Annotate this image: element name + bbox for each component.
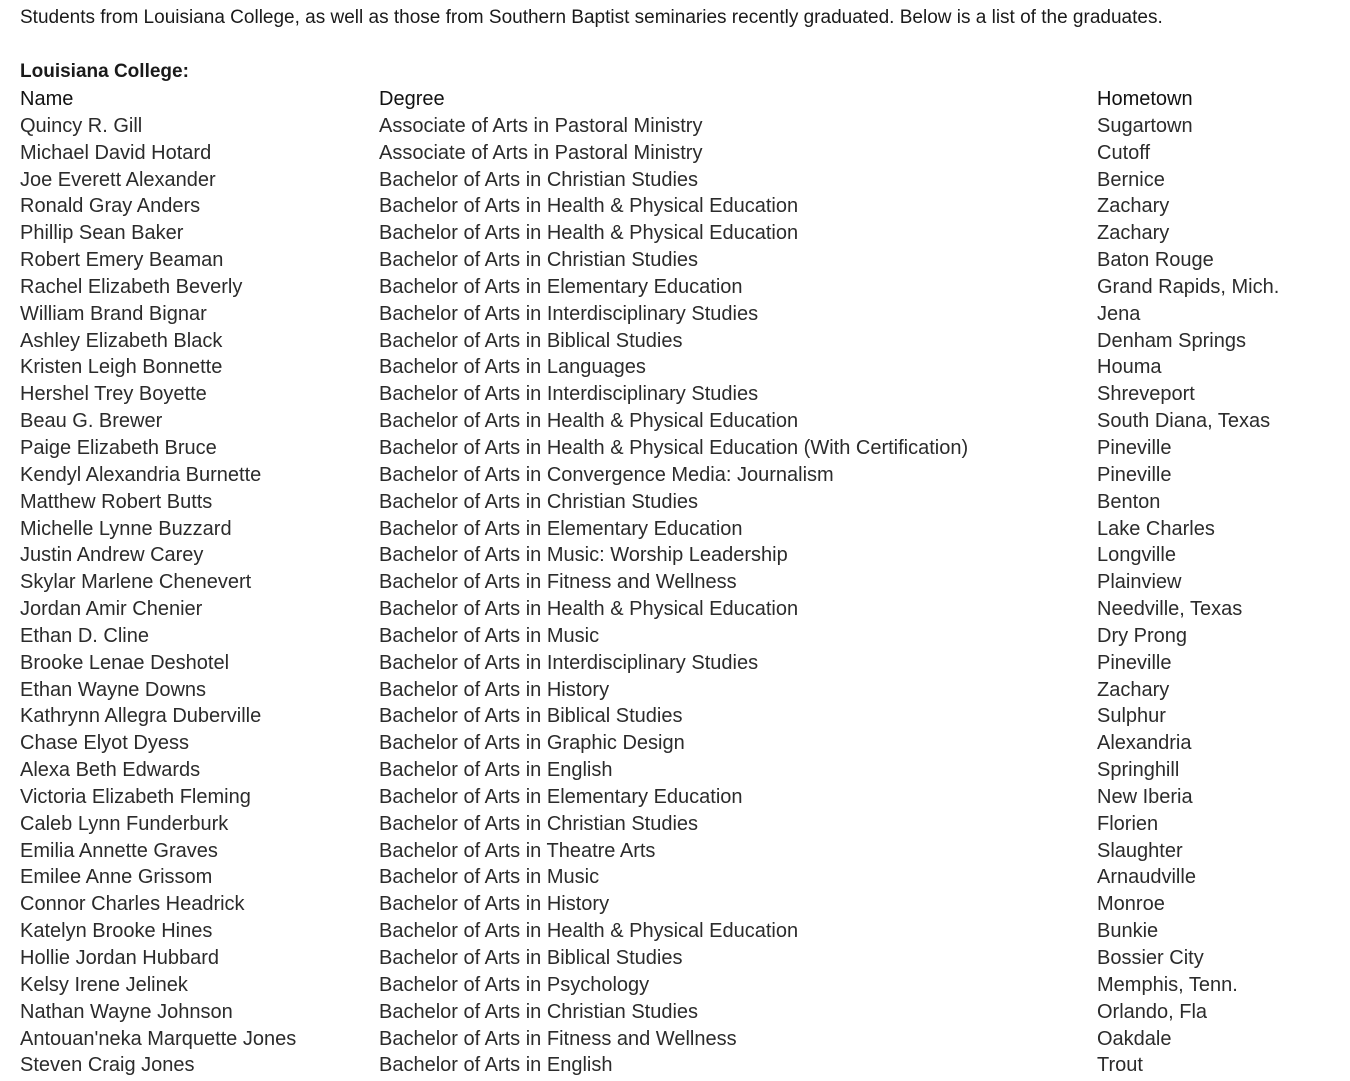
graduate-name-cell: Connor Charles Headrick [20, 893, 245, 916]
table-row [20, 462, 1350, 489]
table-row [20, 220, 1350, 247]
table-row [20, 999, 1350, 1026]
degree-cell: Bachelor of Arts in Biblical Studies [379, 705, 683, 728]
table-row [20, 408, 1350, 435]
table-row [20, 274, 1350, 301]
hometown-cell: Slaughter [1097, 839, 1183, 862]
hometown-cell: Bernice [1097, 168, 1165, 191]
graduate-name-cell: Robert Emery Beaman [20, 249, 224, 272]
hometown-cell: Longville [1097, 544, 1176, 567]
hometown-cell: Lake Charles [1097, 517, 1215, 540]
graduate-name-cell: William Brand Bignar [20, 302, 207, 325]
degree-cell: Associate of Arts in Pastoral Ministry [379, 141, 703, 164]
hometown-cell: Dry Prong [1097, 624, 1188, 647]
degree-cell: Bachelor of Arts in Health & Physical Education [379, 598, 799, 621]
table-row [20, 730, 1350, 757]
hometown-cell: Plainview [1097, 571, 1182, 594]
degree-cell: Bachelor of Arts in Languages [379, 356, 646, 379]
table-row [20, 381, 1350, 408]
degree-cell: Bachelor of Arts in Fitness and Wellness [379, 1027, 737, 1050]
degree-cell: Bachelor of Arts in English [379, 1054, 613, 1077]
table-row [20, 677, 1350, 704]
graduate-name-cell: Antouan'neka Marquette Jones [20, 1027, 297, 1050]
table-row [20, 972, 1350, 999]
degree-cell: Bachelor of Arts in Graphic Design [379, 732, 685, 755]
graduates-table-body [20, 113, 1350, 1079]
degree-cell: Bachelor of Arts in Theatre Arts [379, 839, 656, 862]
hometown-cell: Needville, Texas [1097, 598, 1243, 621]
table-row [20, 596, 1350, 623]
graduate-name-cell: Justin Andrew Carey [20, 544, 204, 567]
degree-cell: Bachelor of Arts in Health & Physical Education [379, 222, 799, 245]
graduate-name-cell: Hershel Trey Boyette [20, 383, 207, 406]
table-row [20, 193, 1350, 220]
hometown-cell: Zachary [1097, 678, 1170, 701]
degree-cell: Bachelor of Arts in Elementary Education [379, 275, 743, 298]
graduate-name-cell: Skylar Marlene Chenevert [20, 571, 252, 594]
hometown-cell: Arnaudville [1097, 866, 1196, 889]
section-heading: Louisiana College: [20, 61, 189, 82]
table-row [20, 891, 1350, 918]
graduate-name-cell: Ronald Gray Anders [20, 195, 201, 218]
degree-cell: Bachelor of Arts in Christian Studies [379, 1000, 699, 1023]
graduate-name-cell: Hollie Jordan Hubbard [20, 947, 220, 969]
graduate-name-cell: Emilia Annette Graves [20, 839, 218, 862]
degree-cell: Bachelor of Arts in Christian Studies [379, 490, 699, 513]
intro-paragraph: Students from Louisiana College, as well as those from Southern Baptist seminaries recently graduated. Below is a list of the graduates. [20, 7, 1163, 28]
table-row [20, 757, 1350, 784]
graduate-name-cell: Katelyn Brooke Hines [20, 920, 213, 943]
table-row [20, 703, 1350, 730]
degree-cell: Bachelor of Arts in Health & Physical Education [379, 410, 799, 433]
degree-cell: Bachelor of Arts in History [379, 678, 610, 701]
graduate-name-cell: Joe Everett Alexander [20, 168, 216, 191]
degree-cell: Bachelor of Arts in Interdisciplinary Studies [379, 302, 759, 325]
degree-cell: Bachelor of Arts in Psychology [379, 973, 650, 996]
graduate-name-cell: Michael David Hotard [20, 141, 212, 164]
graduates-table [20, 86, 1350, 1079]
table-row [20, 864, 1350, 891]
table-header-row [20, 86, 1350, 113]
table-row [20, 247, 1350, 274]
hometown-cell: Memphis, Tenn. [1097, 973, 1238, 996]
graduate-name-cell: Quincy R. Gill [20, 114, 143, 137]
graduate-name-cell: Kathrynn Allegra Duberville [20, 705, 262, 728]
degree-cell: Bachelor of Arts in Christian Studies [379, 249, 699, 272]
degree-cell: Bachelor of Arts in Biblical Studies [379, 947, 683, 969]
table-row [20, 838, 1350, 865]
graduate-name-cell: Ashley Elizabeth Black [20, 329, 223, 352]
table-row [20, 1026, 1350, 1053]
graduate-name-cell: Michelle Lynne Buzzard [20, 517, 232, 540]
hometown-cell: Oakdale [1097, 1027, 1172, 1050]
degree-cell: Bachelor of Arts in Music [379, 866, 600, 889]
graduate-name-cell: Ethan D. Cline [20, 624, 149, 647]
hometown-cell: Baton Rouge [1097, 249, 1214, 272]
table-row [20, 301, 1350, 328]
graduate-name-cell: Brooke Lenae Deshotel [20, 651, 230, 674]
graduate-name-cell: Jordan Amir Chenier [20, 598, 203, 621]
hometown-cell: New Iberia [1097, 785, 1193, 808]
graduate-name-cell: Kristen Leigh Bonnette [20, 356, 223, 379]
degree-cell: Bachelor of Arts in English [379, 759, 613, 782]
graduate-name-cell: Steven Craig Jones [20, 1054, 195, 1077]
degree-cell: Bachelor of Arts in Fitness and Wellness [379, 571, 737, 594]
table-row [20, 1052, 1350, 1079]
graduate-name-cell: Phillip Sean Baker [20, 222, 184, 245]
hometown-cell: Orlando, Fla [1097, 1000, 1208, 1023]
graduate-name-cell: Nathan Wayne Johnson [20, 1000, 233, 1023]
degree-cell: Bachelor of Arts in Biblical Studies [379, 329, 683, 352]
graduate-name-cell: Chase Elyot Dyess [20, 732, 189, 755]
hometown-cell: Bossier City [1097, 947, 1204, 969]
hometown-cell: Pineville [1097, 651, 1172, 674]
table-row [20, 516, 1350, 543]
table-row [20, 784, 1350, 811]
column-header-name: Name [20, 88, 74, 110]
hometown-cell: Sulphur [1097, 705, 1166, 728]
degree-cell: Bachelor of Arts in Elementary Education [379, 517, 743, 540]
hometown-cell: Cutoff [1097, 141, 1150, 164]
table-row [20, 569, 1350, 596]
degree-cell: Bachelor of Arts in Convergence Media: Journalism [379, 463, 834, 486]
degree-cell: Bachelor of Arts in Health & Physical Education (With Certification) [379, 436, 969, 459]
degree-cell: Bachelor of Arts in Health & Physical Education [379, 920, 799, 943]
graduate-name-cell: Rachel Elizabeth Beverly [20, 275, 243, 298]
hometown-cell: Alexandria [1097, 732, 1192, 755]
degree-cell: Bachelor of Arts in History [379, 893, 610, 916]
degree-cell: Bachelor of Arts in Christian Studies [379, 168, 699, 191]
degree-cell: Bachelor of Arts in Elementary Education [379, 785, 743, 808]
hometown-cell: Monroe [1097, 893, 1165, 916]
graduate-name-cell: Kendyl Alexandria Burnette [20, 463, 262, 486]
hometown-cell: Jena [1097, 302, 1141, 325]
table-row [20, 623, 1350, 650]
degree-cell: Bachelor of Arts in Health & Physical Education [379, 195, 799, 218]
graduate-name-cell: Paige Elizabeth Bruce [20, 436, 217, 459]
table-row [20, 140, 1350, 167]
table-row [20, 328, 1350, 355]
table-row [20, 435, 1350, 462]
graduate-name-cell: Matthew Robert Butts [20, 490, 213, 513]
hometown-cell: Florien [1097, 812, 1159, 835]
degree-cell: Bachelor of Arts in Christian Studies [379, 812, 699, 835]
graduate-name-cell: Beau G. Brewer [20, 410, 163, 433]
degree-cell: Bachelor of Arts in Music [379, 624, 600, 647]
hometown-cell: Denham Springs [1097, 329, 1246, 352]
table-row [20, 113, 1350, 140]
table-row [20, 542, 1350, 569]
graduate-name-cell: Emilee Anne Grissom [20, 866, 213, 889]
graduate-name-cell: Caleb Lynn Funderburk [20, 812, 229, 835]
graduate-name-cell: Kelsy Irene Jelinek [20, 973, 188, 996]
degree-cell: Bachelor of Arts in Music: Worship Leadership [379, 544, 788, 567]
table-row [20, 650, 1350, 677]
graduate-name-cell: Alexa Beth Edwards [20, 759, 201, 782]
hometown-cell: Trout [1097, 1054, 1143, 1077]
column-header-degree: Degree [379, 88, 445, 110]
hometown-cell: Pineville [1097, 436, 1172, 459]
table-row [20, 918, 1350, 945]
column-header-hometown: Hometown [1097, 88, 1193, 110]
hometown-cell: Springhill [1097, 759, 1180, 782]
hometown-cell: Houma [1097, 356, 1162, 379]
table-row [20, 167, 1350, 194]
hometown-cell: Zachary [1097, 222, 1170, 245]
hometown-cell: Zachary [1097, 195, 1170, 218]
hometown-cell: Benton [1097, 490, 1161, 513]
hometown-cell: South Diana, Texas [1097, 410, 1271, 433]
hometown-cell: Grand Rapids, Mich. [1097, 275, 1280, 298]
table-row [20, 945, 1350, 972]
hometown-cell: Shreveport [1097, 383, 1195, 406]
table-row [20, 354, 1350, 381]
graduate-name-cell: Victoria Elizabeth Fleming [20, 785, 251, 808]
table-row [20, 489, 1350, 516]
table-row [20, 811, 1350, 838]
hometown-cell: Sugartown [1097, 114, 1193, 137]
degree-cell: Bachelor of Arts in Interdisciplinary Studies [379, 651, 759, 674]
degree-cell: Bachelor of Arts in Interdisciplinary Studies [379, 383, 759, 406]
degree-cell: Associate of Arts in Pastoral Ministry [379, 114, 703, 137]
hometown-cell: Pineville [1097, 463, 1172, 486]
hometown-cell: Bunkie [1097, 920, 1159, 943]
graduate-name-cell: Ethan Wayne Downs [20, 678, 207, 701]
